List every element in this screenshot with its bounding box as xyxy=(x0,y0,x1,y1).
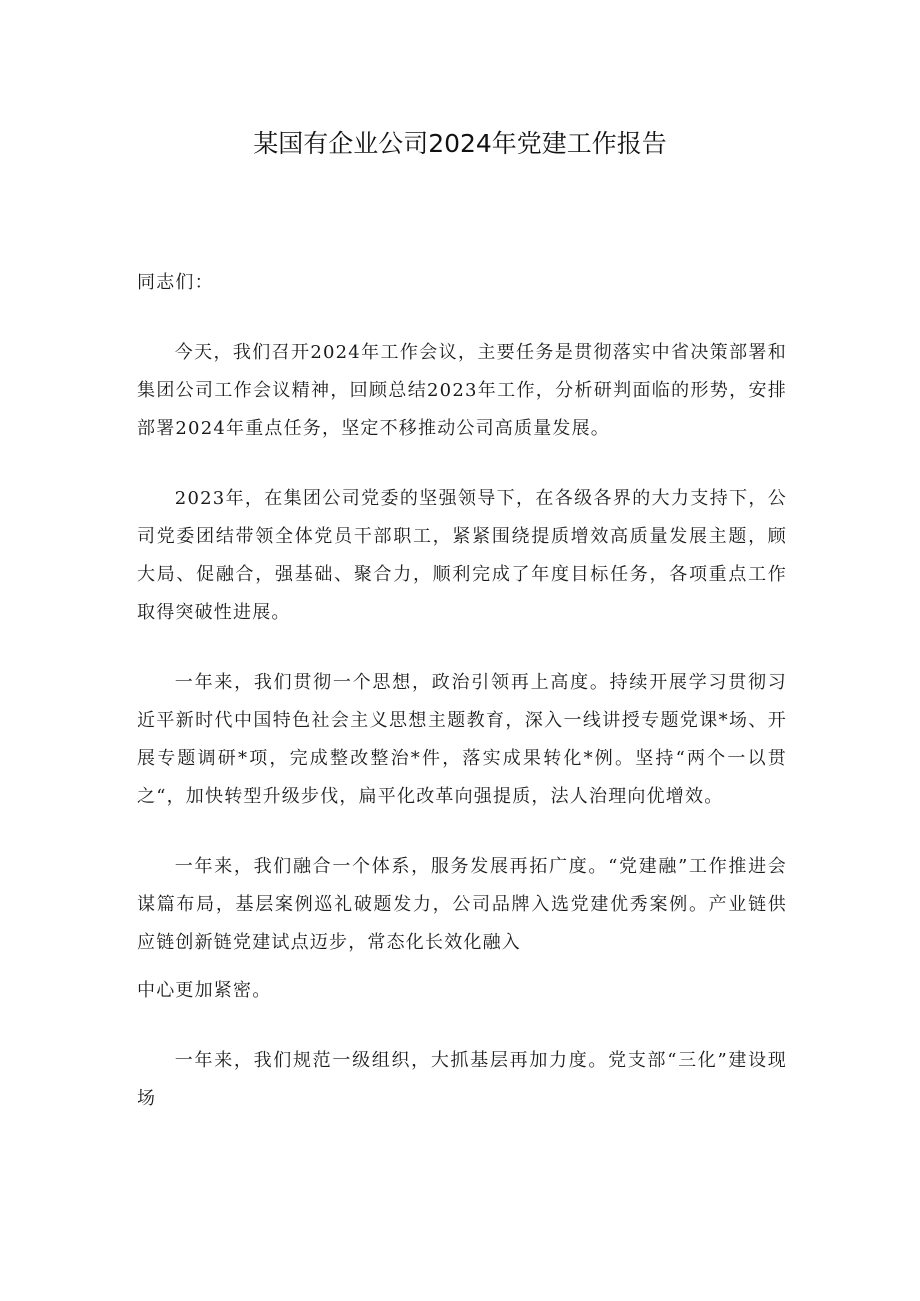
paragraph-grassroots-organization: 一年来，我们规范一级组织，大抓基层再加力度。党支部“三化”建设现场 xyxy=(137,1050,787,1109)
paragraph-integration-system: 一年来，我们融合一个体系，服务发展再拓广度。“党建融”工作推进会谋篇布局，基层案例巡礼破题发力，公司品牌入选党建优秀案例。产业链供应链创新链党建试点迈步，常态化长效化融入 xyxy=(137,856,787,953)
paragraph-political-leadership: 一年来，我们贯彻一个思想，政治引领再上高度。持续开展学习贯彻习近平新时代中国特色社会主义思想主题教育，深入一线讲授专题党课*场、开展专题调研*项，完成整改整治*件，落实成果转化*例。坚持“两个一以贯之“，加快转型升级步伐，扁平化改革向强提质，法人治理向优增效。 xyxy=(137,672,787,807)
document-body xyxy=(137,264,787,1118)
paragraph-opening: 今天，我们召开2024年工作会议，主要任务是贯彻落实中省决策部署和集团公司工作会议精神，回顾总结2023年工作，分析研判面临的形势，安排部署2024年重点任务，坚定不移推动公司高质量发展。 xyxy=(137,342,787,439)
document-title: 某国有企业公司2024年党建工作报告 xyxy=(253,129,667,158)
paragraph-2023-summary: 2023年，在集团公司党委的坚强领导下，在各级各界的大力支持下，公司党委团结带领全体党员干部职工，紧紧围绕提质增效高质量发展主题，顾大局、促融合，强基础、聚合力，顺利完成了年度目标任务，各项重点工作取得突破性进展。 xyxy=(137,488,787,623)
salutation: 同志们： xyxy=(137,272,214,293)
paragraph-integration-continued: 中心更加紧密。 xyxy=(137,980,272,1001)
